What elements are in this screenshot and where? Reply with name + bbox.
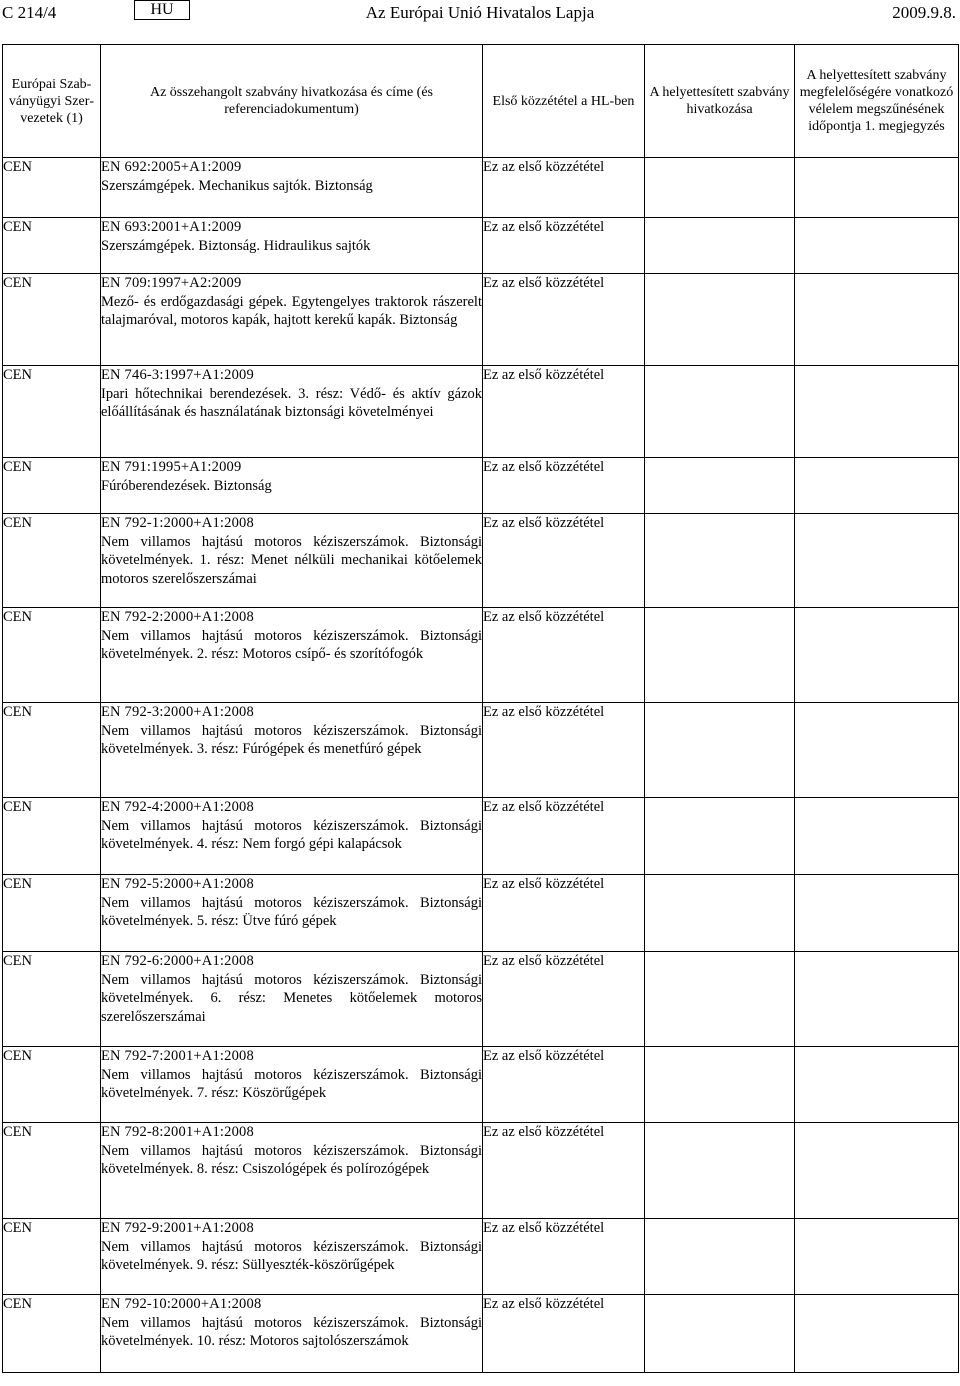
organisation-cell: CEN: [3, 703, 101, 798]
first-publication-cell: Ez az első közzététel: [483, 366, 645, 458]
journal-title: Az Európai Unió Hivatalos Lapja: [365, 3, 595, 22]
first-publication-cell: Ez az első közzététel: [483, 608, 645, 703]
first-publication-cell: Ez az első közzététel: [483, 1047, 645, 1123]
table-row: [3, 798, 959, 875]
standard-title: Ipari hőtechnikai berendezések. 3. rész: Védő- és aktív gázok előállításának és használatának biztonsági követelményei: [101, 385, 482, 420]
column-header-cessation-date: A helyettesített szabvány megfelelőségére vonatkozó vélelem megszűnésének időpontja 1. megjegyzés: [795, 45, 959, 158]
superseded-standard-cell: [645, 703, 795, 798]
organisation-cell: CEN: [3, 458, 101, 514]
cessation-date-cell: [795, 798, 959, 875]
superseded-standard-cell: [645, 514, 795, 608]
standard-code: EN 792-8:2001+A1:2008: [101, 1124, 254, 1140]
superseded-standard-cell: [645, 458, 795, 514]
standard-code: EN 693:2001+A1:2009: [101, 219, 242, 235]
table-row: [3, 366, 959, 458]
standard-title: Nem villamos hajtású motoros kéziszerszámok. Biztonsági követelmények. 2. rész: Motoros csípő- és szorítófogók: [101, 627, 482, 662]
table-row: [3, 875, 959, 952]
standard-code: EN 792-5:2000+A1:2008: [101, 876, 254, 892]
superseded-standard-cell: [645, 1295, 795, 1373]
standard-reference-cell: [101, 514, 483, 608]
organisation-cell: CEN: [3, 952, 101, 1047]
standard-reference-cell: [101, 703, 483, 798]
organisation-cell: CEN: [3, 1219, 101, 1295]
standard-reference-cell: [101, 1295, 483, 1373]
journal-reference: C 214/4: [2, 3, 57, 22]
standard-code: EN 792-4:2000+A1:2008: [101, 799, 254, 815]
table-row: [3, 1123, 959, 1219]
standard-title: Szerszámgépek. Biztonság. Hidraulikus sajtók: [101, 237, 371, 254]
superseded-standard-cell: [645, 1047, 795, 1123]
standard-title: Nem villamos hajtású motoros kéziszerszámok. Biztonsági követelmények. 9. rész: Süllyeszték-köszörűgépek: [101, 1238, 482, 1273]
standard-title: Nem villamos hajtású motoros kéziszerszámok. Biztonsági követelmények. 7. rész: Köszörűgépek: [101, 1066, 482, 1101]
first-publication-cell: Ez az első közzététel: [483, 458, 645, 514]
standard-code: EN 709:1997+A2:2009: [101, 275, 242, 291]
cessation-date-cell: [795, 458, 959, 514]
cessation-date-cell: [795, 1123, 959, 1219]
organisation-cell: CEN: [3, 366, 101, 458]
standard-reference-cell: [101, 608, 483, 703]
standard-code: EN 791:1995+A1:2009: [101, 459, 242, 475]
table-row: [3, 952, 959, 1047]
first-publication-cell: Ez az első közzététel: [483, 218, 645, 274]
standard-code: EN 746-3:1997+A1:2009: [101, 367, 254, 383]
table-row: [3, 514, 959, 608]
standard-title: Nem villamos hajtású motoros kéziszerszámok. Biztonsági követelmények. 10. rész: Motoros sajtolószerszámok: [101, 1314, 482, 1349]
standard-reference-cell: [101, 1123, 483, 1219]
superseded-standard-cell: [645, 218, 795, 274]
organisation-cell: CEN: [3, 158, 101, 218]
cessation-date-cell: [795, 158, 959, 218]
superseded-standard-cell: [645, 158, 795, 218]
cessation-date-cell: [795, 1295, 959, 1373]
table-row: [3, 608, 959, 703]
cessation-date-cell: [795, 514, 959, 608]
standard-reference-cell: [101, 158, 483, 218]
organisation-cell: CEN: [3, 608, 101, 703]
table-row: [3, 218, 959, 274]
standard-code: EN 692:2005+A1:2009: [101, 159, 242, 175]
first-publication-cell: Ez az első közzététel: [483, 158, 645, 218]
cessation-date-cell: [795, 875, 959, 952]
organisation-cell: CEN: [3, 798, 101, 875]
standard-title: Nem villamos hajtású motoros kéziszerszámok. Biztonsági követelmények. 8. rész: Csiszológépek és polírozógépek: [101, 1142, 482, 1177]
standard-title: Szerszámgépek. Mechanikus sajtók. Biztonság: [101, 177, 373, 194]
standard-reference-cell: [101, 952, 483, 1047]
table-row: [3, 458, 959, 514]
standard-title: Nem villamos hajtású motoros kéziszerszámok. Biztonsági követelmények. 6. rész: Menetes kötőelemek motoros szerelőszerszámai: [101, 971, 482, 1025]
cessation-date-cell: [795, 952, 959, 1047]
superseded-standard-cell: [645, 366, 795, 458]
standard-code: EN 792-6:2000+A1:2008: [101, 953, 254, 969]
superseded-standard-cell: [645, 952, 795, 1047]
language-badge: HU: [134, 0, 190, 20]
first-publication-cell: Ez az első közzététel: [483, 703, 645, 798]
standard-code: EN 792-1:2000+A1:2008: [101, 515, 254, 531]
cessation-date-cell: [795, 218, 959, 274]
column-header-standard-reference: Az összehangolt szabvány hivatkozása és címe (és referenciadokumentum): [101, 45, 483, 158]
cessation-date-cell: [795, 1047, 959, 1123]
standard-reference-cell: [101, 798, 483, 875]
table-row: [3, 1295, 959, 1373]
first-publication-cell: Ez az első közzététel: [483, 798, 645, 875]
table-row: [3, 158, 959, 218]
column-header-first-publication: Első közzététel a HL-ben: [483, 45, 645, 158]
standard-reference-cell: [101, 274, 483, 366]
column-header-organisation: Európai Szabványügyi Szervezetek (1): [3, 45, 101, 158]
organisation-cell: CEN: [3, 875, 101, 952]
first-publication-cell: Ez az első közzététel: [483, 875, 645, 952]
standard-title: Nem villamos hajtású motoros kéziszerszámok. Biztonsági követelmények. 5. rész: Ütve fúró gépek: [101, 894, 482, 929]
table-row: [3, 1047, 959, 1123]
standard-title: Mező- és erdőgazdasági gépek. Egytengelyes traktorok rászerelt talajmaróval, motoros kapák, hajtott kerekű kapák. Biztonság: [101, 293, 482, 328]
standards-table: [2, 44, 959, 1373]
organisation-cell: CEN: [3, 218, 101, 274]
standard-reference-cell: [101, 218, 483, 274]
standard-reference-cell: [101, 1047, 483, 1123]
cessation-date-cell: [795, 703, 959, 798]
standard-title: Fúróberendezések. Biztonság: [101, 477, 272, 494]
standard-code: EN 792-9:2001+A1:2008: [101, 1220, 254, 1236]
superseded-standard-cell: [645, 608, 795, 703]
superseded-standard-cell: [645, 1219, 795, 1295]
organisation-cell: CEN: [3, 1123, 101, 1219]
standard-code: EN 792-7:2001+A1:2008: [101, 1048, 254, 1064]
table-body: [3, 158, 959, 1373]
cessation-date-cell: [795, 608, 959, 703]
standard-title: Nem villamos hajtású motoros kéziszerszámok. Biztonsági követelmények. 4. rész: Nem forgó gépi kalapácsok: [101, 817, 482, 852]
column-header-superseded-standard: A helyettesített szabvány hivatkozása: [645, 45, 795, 158]
first-publication-cell: Ez az első közzététel: [483, 1295, 645, 1373]
standard-reference-cell: [101, 875, 483, 952]
publication-date: 2009.9.8.: [892, 3, 956, 22]
standard-code: EN 792-3:2000+A1:2008: [101, 704, 254, 720]
standard-title: Nem villamos hajtású motoros kéziszerszámok. Biztonsági követelmények. 3. rész: Fúrógépek és menetfúró gépek: [101, 722, 482, 757]
first-publication-cell: Ez az első közzététel: [483, 952, 645, 1047]
organisation-cell: CEN: [3, 274, 101, 366]
standard-reference-cell: [101, 366, 483, 458]
standard-reference-cell: [101, 458, 483, 514]
organisation-cell: CEN: [3, 1295, 101, 1373]
superseded-standard-cell: [645, 798, 795, 875]
first-publication-cell: Ez az első közzététel: [483, 274, 645, 366]
table-header-row: [3, 45, 959, 158]
page-header: [0, 0, 960, 26]
first-publication-cell: Ez az első közzététel: [483, 1219, 645, 1295]
standard-title: Nem villamos hajtású motoros kéziszerszámok. Biztonsági követelmények. 1. rész: Menet nélküli mechanikai kötőelemek motoros szerelőszerszámai: [101, 533, 482, 587]
superseded-standard-cell: [645, 875, 795, 952]
first-publication-cell: Ez az első közzététel: [483, 514, 645, 608]
superseded-standard-cell: [645, 1123, 795, 1219]
table-row: [3, 1219, 959, 1295]
standard-reference-cell: [101, 1219, 483, 1295]
standard-code: EN 792-2:2000+A1:2008: [101, 609, 254, 625]
standard-code: EN 792-10:2000+A1:2008: [101, 1296, 262, 1312]
first-publication-cell: Ez az első közzététel: [483, 1123, 645, 1219]
organisation-cell: CEN: [3, 1047, 101, 1123]
superseded-standard-cell: [645, 274, 795, 366]
cessation-date-cell: [795, 366, 959, 458]
organisation-cell: CEN: [3, 514, 101, 608]
table-row: [3, 274, 959, 366]
cessation-date-cell: [795, 1219, 959, 1295]
cessation-date-cell: [795, 274, 959, 366]
table-row: [3, 703, 959, 798]
